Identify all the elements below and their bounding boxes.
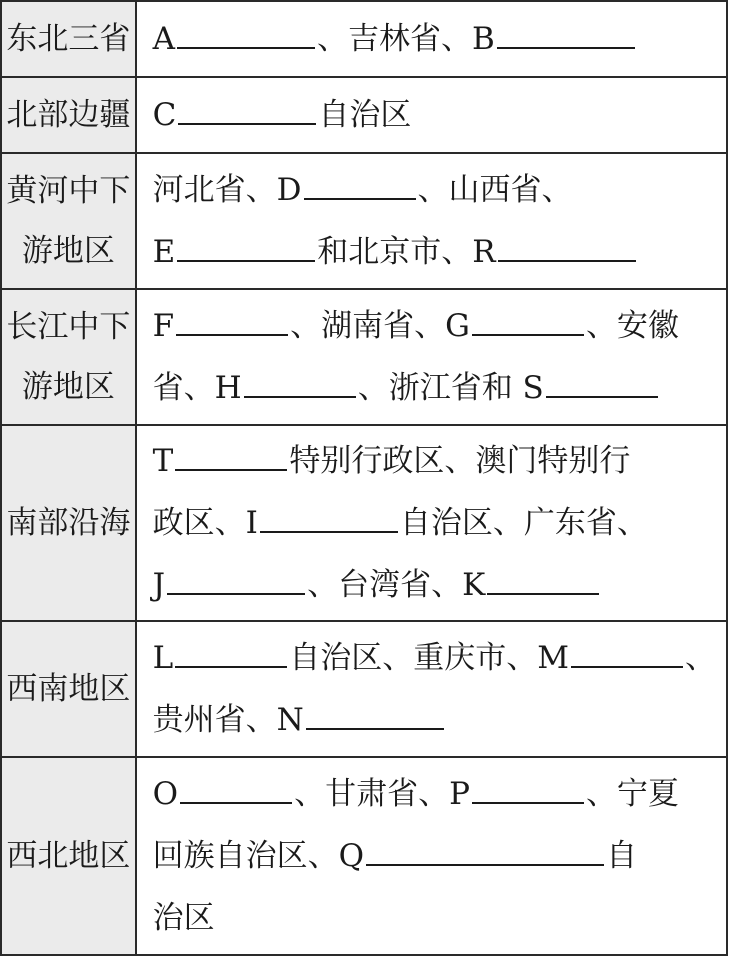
- fill-in-blank[interactable]: [497, 17, 635, 49]
- content-text: J: [152, 567, 166, 603]
- fill-in-blank[interactable]: [487, 563, 599, 595]
- content-line: [153, 887, 716, 949]
- content-text: 自治区: [318, 97, 412, 133]
- region-name-text: 黄河中下: [6, 173, 131, 209]
- fill-in-blank[interactable]: [244, 366, 356, 398]
- content-text: T: [152, 443, 174, 479]
- fill-in-blank[interactable]: [176, 304, 288, 336]
- region-name-text: 长江中下: [6, 309, 131, 345]
- provinces-cell: [136, 621, 727, 757]
- content-line: [153, 689, 716, 751]
- provinces-cell: [136, 153, 727, 289]
- table-body: [1, 1, 727, 955]
- table-row: [1, 1, 727, 77]
- content-text: O: [152, 776, 179, 812]
- content-line: [153, 492, 716, 554]
- fill-in-blank[interactable]: [175, 439, 287, 471]
- content-line: [153, 763, 716, 825]
- fill-in-blank[interactable]: [177, 17, 315, 49]
- content-text: A: [152, 21, 176, 57]
- content-text: E: [152, 234, 176, 270]
- region-name-text: 西南地区: [6, 671, 131, 707]
- content-text: 、: [685, 640, 716, 676]
- provinces-cell: [136, 757, 727, 955]
- content-text: 、吉林省、B: [317, 21, 495, 57]
- content-line: [153, 430, 716, 492]
- content-text: 自治区、重庆市、M: [289, 640, 569, 676]
- fill-in-blank[interactable]: [167, 563, 305, 595]
- region-name-text: 东北三省: [6, 21, 131, 57]
- fill-in-blank[interactable]: [304, 168, 416, 200]
- region-name-text: 南部沿海: [6, 505, 131, 541]
- region-name-cell: [1, 1, 136, 77]
- content-line: [153, 159, 716, 221]
- content-text: F: [152, 308, 175, 344]
- region-name-text: 西北地区: [6, 838, 131, 874]
- region-name-cell: [1, 77, 136, 153]
- region-name-text: 游地区: [21, 233, 115, 269]
- fill-in-blank[interactable]: [177, 230, 315, 262]
- content-text: 、甘肃省、P: [294, 776, 470, 812]
- content-line: [153, 554, 716, 616]
- table-row: [1, 425, 727, 621]
- table-row: [1, 621, 727, 757]
- content-text: 、湖南省、G: [290, 308, 470, 344]
- fill-in-blank[interactable]: [306, 698, 444, 730]
- content-line: [153, 221, 716, 283]
- fill-in-blank[interactable]: [472, 772, 584, 804]
- fill-in-blank[interactable]: [498, 230, 636, 262]
- content-line: [153, 357, 716, 419]
- content-line: [153, 627, 716, 689]
- table-row: [1, 289, 727, 425]
- region-name-cell: [1, 425, 136, 621]
- content-text: 、山西省、: [417, 172, 573, 208]
- fill-in-blank[interactable]: [178, 93, 316, 125]
- provinces-cell: [136, 77, 727, 153]
- region-name-cell: [1, 153, 136, 289]
- provinces-cell: [136, 289, 727, 425]
- content-text: 自: [606, 838, 638, 874]
- content-text: 治区: [152, 900, 215, 936]
- provinces-cell: [136, 425, 727, 621]
- content-text: 河北省、D: [152, 172, 302, 208]
- region-name-text: 游地区: [21, 369, 115, 405]
- fill-in-blank[interactable]: [571, 636, 683, 668]
- content-text: 自治区、广东省、: [399, 505, 648, 541]
- content-line: [153, 295, 716, 357]
- content-text: L: [152, 640, 174, 676]
- fill-in-blank[interactable]: [175, 636, 287, 668]
- table-row: [1, 153, 727, 289]
- content-text: 、台湾省、K: [307, 567, 486, 603]
- provinces-cell: [136, 1, 727, 77]
- region-name-cell: [1, 757, 136, 955]
- fill-in-blank[interactable]: [366, 834, 604, 866]
- content-text: 、安徽: [585, 308, 679, 344]
- fill-in-blank[interactable]: [180, 772, 292, 804]
- region-name-cell: [1, 289, 136, 425]
- table-row: [1, 77, 727, 153]
- region-name-cell: [1, 621, 136, 757]
- content-text: 贵州省、N: [152, 702, 304, 738]
- content-text: C: [152, 97, 177, 133]
- content-text: 和北京市、R: [317, 234, 496, 270]
- fill-in-blank[interactable]: [546, 366, 658, 398]
- content-line: [153, 825, 716, 887]
- fill-in-blank[interactable]: [472, 304, 584, 336]
- content-text: 、浙江省和 S: [357, 370, 544, 406]
- content-text: 政区、I: [152, 505, 258, 541]
- content-text: 回族自治区、Q: [152, 838, 365, 874]
- fill-in-blank[interactable]: [260, 501, 398, 533]
- content-line: [153, 84, 716, 146]
- region-name-text: 北部边疆: [6, 97, 131, 133]
- content-text: 、宁夏: [585, 776, 679, 812]
- content-line: [153, 8, 716, 70]
- content-text: 特别行政区、澳门特别行: [289, 443, 631, 479]
- table-row: [1, 757, 727, 955]
- content-text: 省、H: [152, 370, 242, 406]
